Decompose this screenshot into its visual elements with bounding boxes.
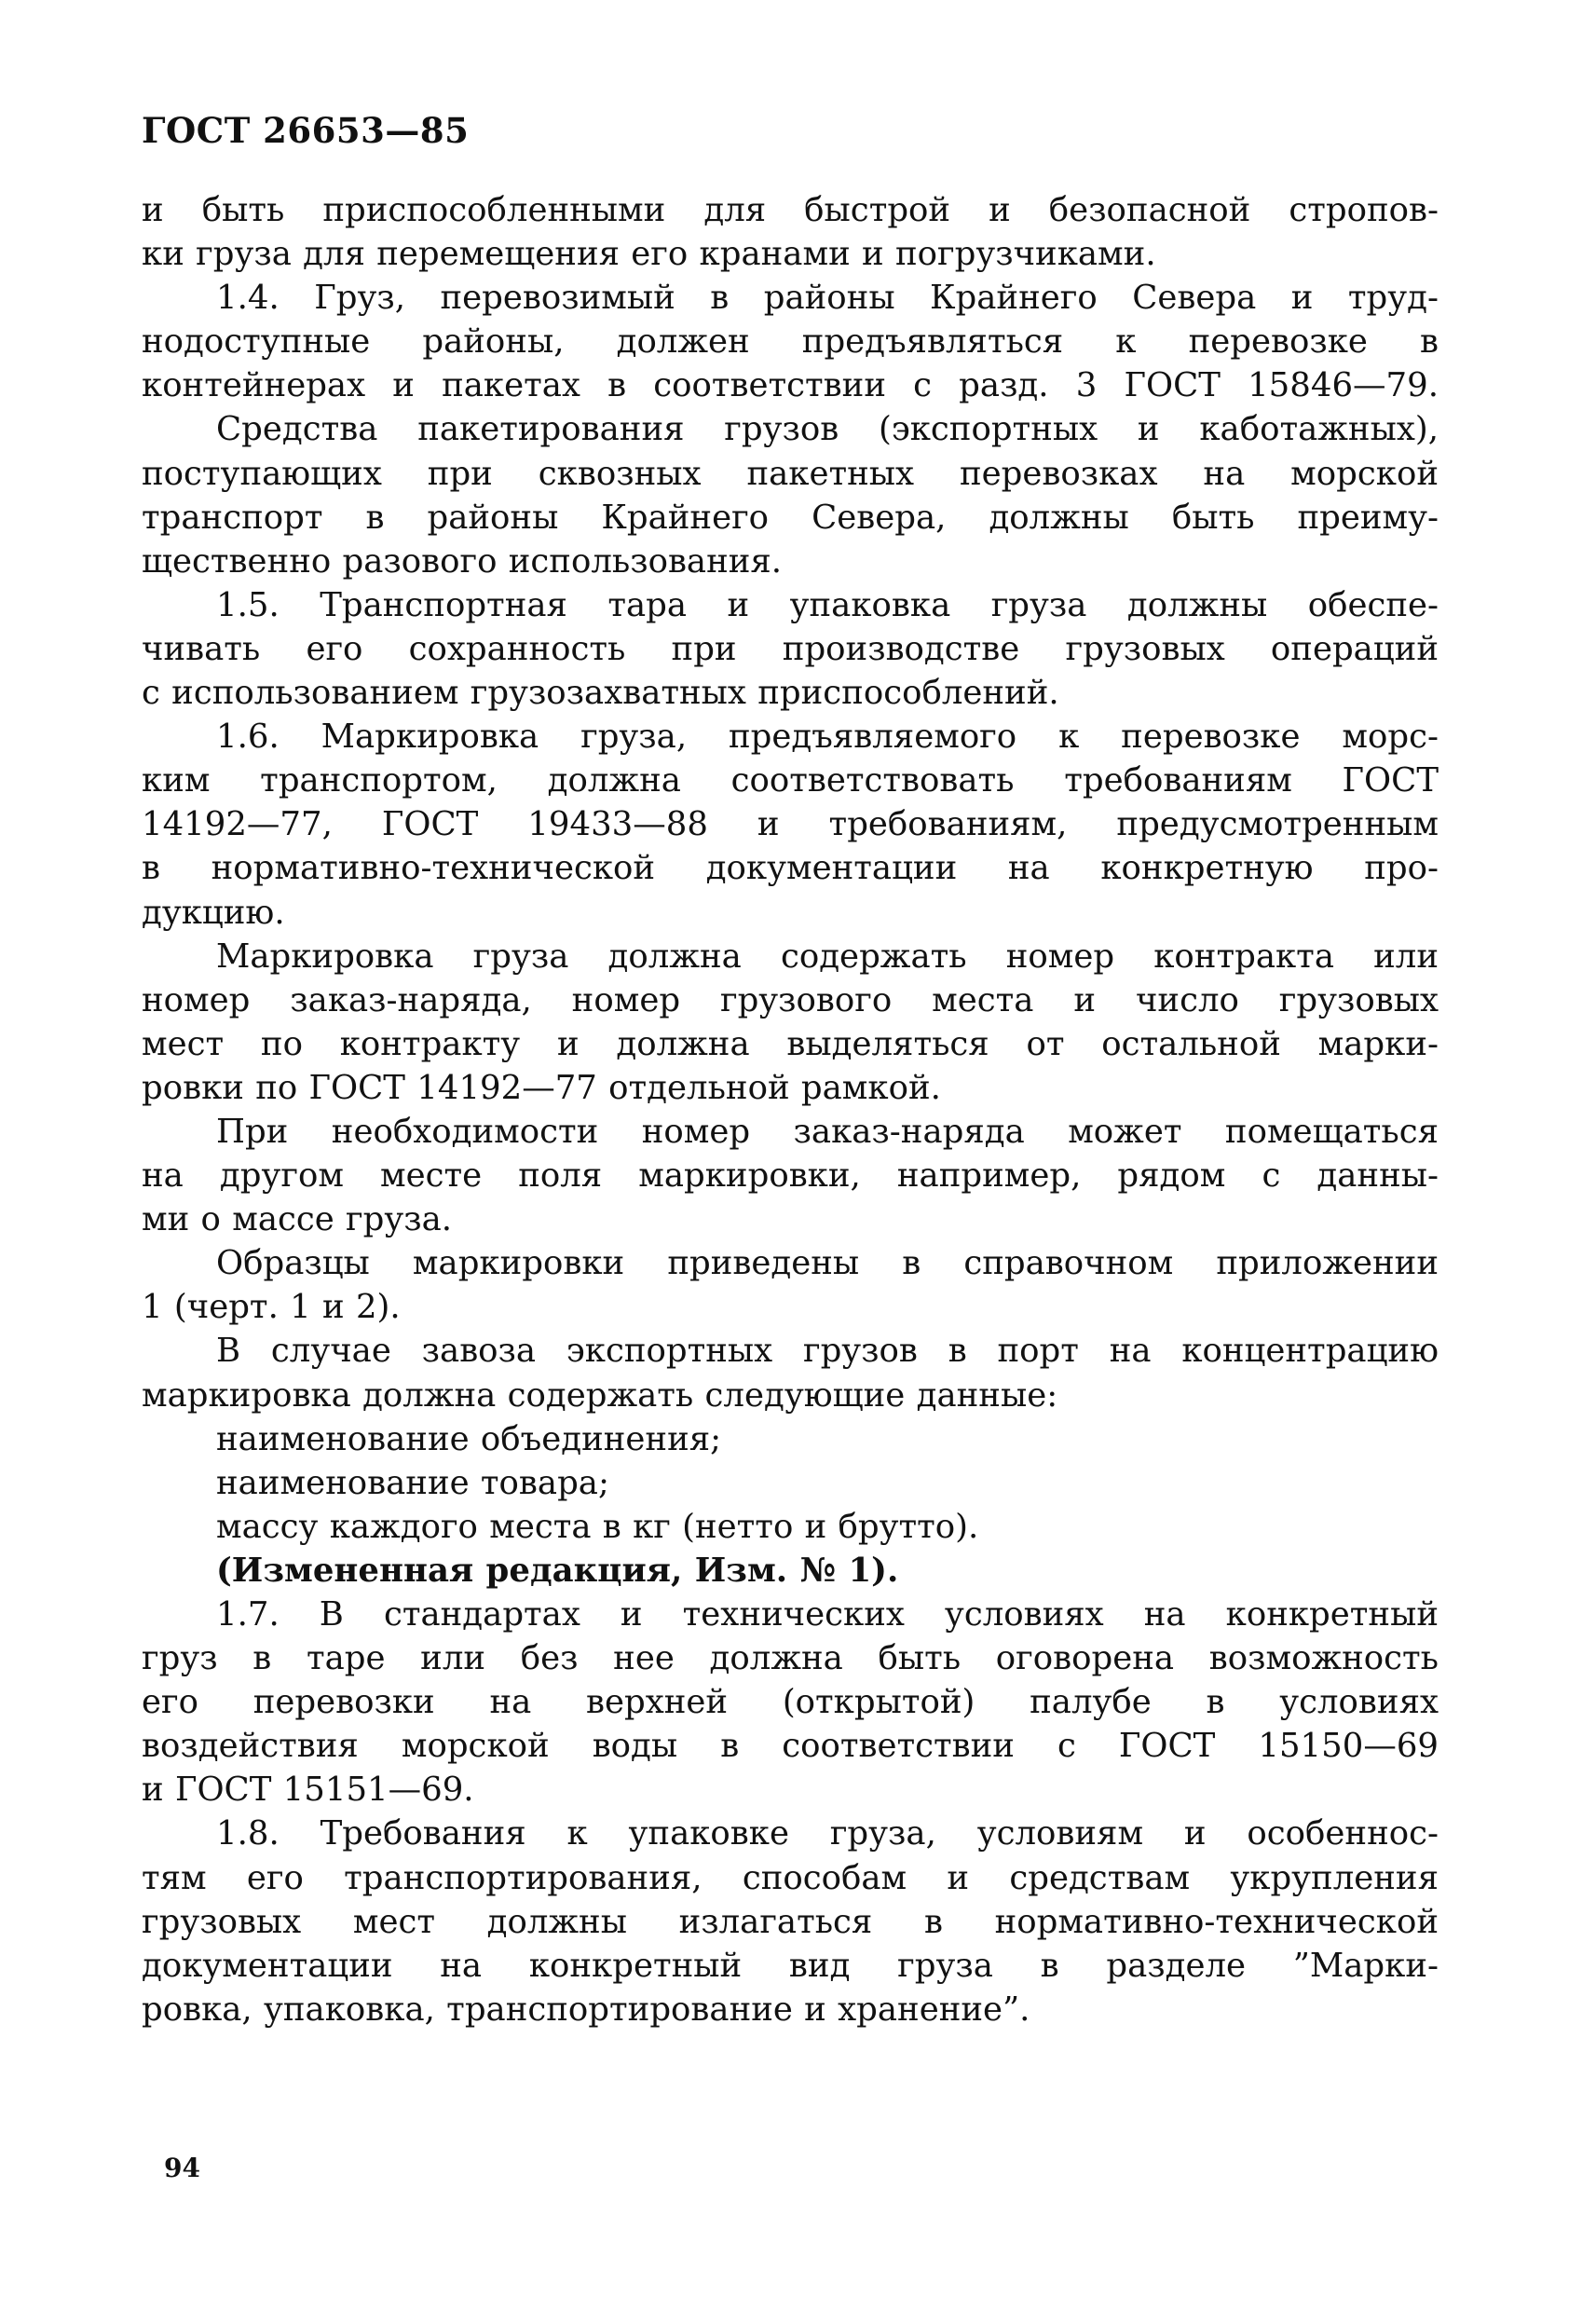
text-line: 1.7. В стандартах и технических условиях на конкретный bbox=[216, 1595, 1439, 1634]
text-line: с использованием грузозахватных приспособлений. bbox=[142, 674, 1059, 713]
text-line: его перевозки на верхней (открытой) палубе в условиях bbox=[142, 1683, 1439, 1722]
amendment-note: (Измененная редакция, Изм. № 1). bbox=[216, 1551, 899, 1590]
text-line: маркировка должна содержать следующие данные: bbox=[142, 1375, 1058, 1415]
text-line: контейнерах и пакетах в соответствии с разд. 3 ГОСТ 15846—79. bbox=[142, 366, 1439, 405]
text-line: 14192—77, ГОСТ 19433—88 и требованиям, предусмотренным bbox=[142, 805, 1439, 844]
text-line: поступающих при сквозных пакетных перевозках на морской bbox=[142, 454, 1439, 493]
text-line: ким транспортом, должна соответствовать требованиям ГОСТ bbox=[142, 761, 1439, 800]
text-line: При необходимости номер заказ-наряда может помещаться bbox=[216, 1112, 1439, 1151]
list-item: наименование товара; bbox=[216, 1463, 609, 1502]
text-line: ки груза для перемещения его кранами и погрузчиками. bbox=[142, 235, 1156, 274]
document-body bbox=[142, 188, 1439, 2031]
document-header: ГОСТ 26653—85 bbox=[142, 110, 470, 151]
text-line: ми о массе груза. bbox=[142, 1200, 453, 1239]
list-item: массу каждого места в кг (нетто и брутто). bbox=[216, 1507, 979, 1546]
text-line: чивать его сохранность при производстве грузовых операций bbox=[142, 629, 1439, 668]
text-line: Образцы маркировки приведены в справочном приложении bbox=[216, 1244, 1439, 1283]
text-line: транспорт в районы Крайнего Севера, должны быть преиму- bbox=[142, 498, 1439, 537]
text-line: 1 (черт. 1 и 2). bbox=[142, 1288, 401, 1327]
text-line: тям его транспортирования, способам и средствам укрупления bbox=[142, 1858, 1439, 1897]
text-line: номер заказ-наряда, номер грузового места и число грузовых bbox=[142, 980, 1439, 1019]
text-line: 1.5. Транспортная тара и упаковка груза должны обеспе- bbox=[216, 585, 1439, 624]
text-line: ровки по ГОСТ 14192—77 отдельной рамкой. bbox=[142, 1068, 941, 1107]
text-line: документации на конкретный вид груза в разделе ”Марки- bbox=[142, 1946, 1439, 1985]
text-line: В случае завоза экспортных грузов в порт на концентрацию bbox=[216, 1332, 1439, 1371]
text-line: щественно разового использования. bbox=[142, 541, 783, 581]
text-line: нодоступные районы, должен предъявляться к перевозке в bbox=[142, 322, 1439, 362]
text-line: и ГОСТ 15151—69. bbox=[142, 1771, 474, 1810]
text-line: на другом месте поля маркировки, например, рядом с данны- bbox=[142, 1156, 1439, 1196]
list-item: наименование объединения; bbox=[216, 1419, 722, 1458]
text-line: и быть приспособленными для быстрой и безопасной стропов- bbox=[142, 191, 1439, 229]
text-line: Средства пакетирования грузов (экспортных и каботажных), bbox=[216, 410, 1439, 449]
text-line: Маркировка груза должна содержать номер контракта или bbox=[216, 937, 1439, 976]
text-line: груз в таре или без нее должна быть оговорена возможность bbox=[142, 1639, 1439, 1678]
text-line: дукцию. bbox=[142, 893, 285, 932]
text-line: 1.4. Груз, перевозимый в районы Крайнего Севера и труд- bbox=[216, 279, 1439, 318]
text-line: в нормативно-технической документации на конкретную про- bbox=[142, 849, 1439, 888]
text-line: 1.8. Требования к упаковке груза, условиям и особеннос- bbox=[216, 1814, 1439, 1853]
page-number: 94 bbox=[164, 2153, 200, 2183]
text-line: 1.6. Маркировка груза, предъявляемого к перевозке морс- bbox=[216, 718, 1439, 757]
text-line: грузовых мест должны излагаться в нормативно-технической bbox=[142, 1902, 1439, 1941]
text-line: ровка, упаковка, транспортирование и хранение”. bbox=[142, 1990, 1030, 2029]
text-line: мест по контракту и должна выделяться от остальной марки- bbox=[142, 1024, 1439, 1063]
text-line: воздействия морской воды в соответствии с ГОСТ 15150—69 bbox=[142, 1727, 1439, 1766]
